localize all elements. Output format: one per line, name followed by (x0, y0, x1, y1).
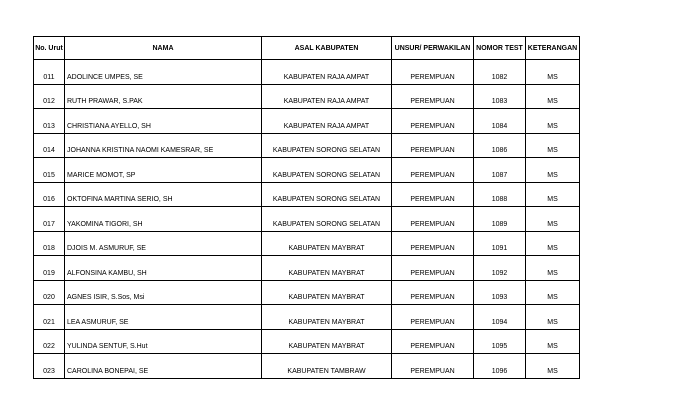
table-row (34, 256, 580, 281)
cell-nama: ALFONSINA KAMBU, SH (65, 256, 262, 281)
cell-no-urut: 012 (34, 84, 65, 109)
cell-nomor-test: 1095 (474, 329, 526, 354)
cell-asal-kabupaten: KABUPATEN MAYBRAT (262, 329, 392, 354)
cell-keterangan: MS (526, 158, 580, 183)
header-no-urut: No. Urut (34, 37, 65, 60)
cell-no-urut: 020 (34, 280, 65, 305)
cell-no-urut: 014 (34, 133, 65, 158)
cell-asal-kabupaten: KABUPATEN SORONG SELATAN (262, 182, 392, 207)
table-row (34, 109, 580, 134)
cell-keterangan: MS (526, 354, 580, 379)
cell-nama: CAROLINA BONEPAI, SE (65, 354, 262, 379)
table-row (34, 84, 580, 109)
table-row (34, 280, 580, 305)
cell-nomor-test: 1094 (474, 305, 526, 330)
cell-keterangan: MS (526, 329, 580, 354)
cell-unsur-perwakilan: PEREMPUAN (392, 280, 474, 305)
cell-keterangan: MS (526, 207, 580, 232)
cell-unsur-perwakilan: PEREMPUAN (392, 305, 474, 330)
table-body (34, 60, 580, 379)
cell-unsur-perwakilan: PEREMPUAN (392, 158, 474, 183)
cell-nama: LEA ASMURUF, SE (65, 305, 262, 330)
cell-nama: AGNES ISIR, S.Sos, Msi (65, 280, 262, 305)
cell-nama: RUTH PRAWAR, S.PAK (65, 84, 262, 109)
header-nama: NAMA (65, 37, 262, 60)
cell-nama: YAKOMINA TIGORI, SH (65, 207, 262, 232)
cell-unsur-perwakilan: PEREMPUAN (392, 109, 474, 134)
cell-no-urut: 021 (34, 305, 65, 330)
cell-nama: CHRISTIANA AYELLO, SH (65, 109, 262, 134)
cell-unsur-perwakilan: PEREMPUAN (392, 60, 474, 85)
cell-nomor-test: 1096 (474, 354, 526, 379)
cell-no-urut: 018 (34, 231, 65, 256)
table-row (34, 133, 580, 158)
cell-keterangan: MS (526, 60, 580, 85)
cell-asal-kabupaten: KABUPATEN SORONG SELATAN (262, 133, 392, 158)
cell-nomor-test: 1082 (474, 60, 526, 85)
cell-unsur-perwakilan: PEREMPUAN (392, 256, 474, 281)
cell-no-urut: 023 (34, 354, 65, 379)
table-row (34, 182, 580, 207)
cell-asal-kabupaten: KABUPATEN SORONG SELATAN (262, 158, 392, 183)
cell-nama: JOHANNA KRISTINA NAOMI KAMESRAR, SE (65, 133, 262, 158)
cell-keterangan: MS (526, 84, 580, 109)
header-nomor-test: NOMOR TEST (474, 37, 526, 60)
table-row (34, 354, 580, 379)
cell-asal-kabupaten: KABUPATEN MAYBRAT (262, 305, 392, 330)
cell-nomor-test: 1086 (474, 133, 526, 158)
cell-unsur-perwakilan: PEREMPUAN (392, 182, 474, 207)
cell-asal-kabupaten: KABUPATEN MAYBRAT (262, 280, 392, 305)
cell-nomor-test: 1091 (474, 231, 526, 256)
cell-nomor-test: 1083 (474, 84, 526, 109)
cell-no-urut: 011 (34, 60, 65, 85)
cell-keterangan: MS (526, 305, 580, 330)
table-row (34, 231, 580, 256)
table-row (34, 60, 580, 85)
cell-keterangan: MS (526, 182, 580, 207)
participants-table (33, 36, 580, 379)
cell-asal-kabupaten: KABUPATEN RAJA AMPAT (262, 109, 392, 134)
table-row (34, 158, 580, 183)
header-row (34, 37, 580, 60)
cell-nomor-test: 1087 (474, 158, 526, 183)
cell-unsur-perwakilan: PEREMPUAN (392, 84, 474, 109)
cell-unsur-perwakilan: PEREMPUAN (392, 133, 474, 158)
cell-nomor-test: 1089 (474, 207, 526, 232)
cell-asal-kabupaten: KABUPATEN RAJA AMPAT (262, 60, 392, 85)
cell-keterangan: MS (526, 256, 580, 281)
table-row (34, 207, 580, 232)
cell-nomor-test: 1084 (474, 109, 526, 134)
cell-nomor-test: 1088 (474, 182, 526, 207)
cell-unsur-perwakilan: PEREMPUAN (392, 231, 474, 256)
cell-nomor-test: 1092 (474, 256, 526, 281)
cell-nama: MARICE MOMOT, SP (65, 158, 262, 183)
cell-nama: OKTOFINA MARTINA SERIO, SH (65, 182, 262, 207)
table-row (34, 329, 580, 354)
cell-asal-kabupaten: KABUPATEN MAYBRAT (262, 256, 392, 281)
cell-asal-kabupaten: KABUPATEN SORONG SELATAN (262, 207, 392, 232)
cell-no-urut: 013 (34, 109, 65, 134)
cell-no-urut: 017 (34, 207, 65, 232)
cell-no-urut: 015 (34, 158, 65, 183)
cell-no-urut: 016 (34, 182, 65, 207)
cell-nomor-test: 1093 (474, 280, 526, 305)
cell-asal-kabupaten: KABUPATEN TAMBRAW (262, 354, 392, 379)
header-asal-kabupaten: ASAL KABUPATEN (262, 37, 392, 60)
header-keterangan: KETERANGAN (526, 37, 580, 60)
cell-keterangan: MS (526, 133, 580, 158)
cell-unsur-perwakilan: PEREMPUAN (392, 329, 474, 354)
cell-keterangan: MS (526, 231, 580, 256)
cell-asal-kabupaten: KABUPATEN RAJA AMPAT (262, 84, 392, 109)
cell-keterangan: MS (526, 109, 580, 134)
cell-nama: YULINDA SENTUF, S.Hut (65, 329, 262, 354)
cell-nama: DJOIS M. ASMURUF, SE (65, 231, 262, 256)
cell-no-urut: 022 (34, 329, 65, 354)
cell-nama: ADOLINCE UMPES, SE (65, 60, 262, 85)
cell-unsur-perwakilan: PEREMPUAN (392, 207, 474, 232)
cell-asal-kabupaten: KABUPATEN MAYBRAT (262, 231, 392, 256)
table-row (34, 305, 580, 330)
header-unsur-perwakilan: UNSUR/ PERWAKILAN (392, 37, 474, 60)
cell-unsur-perwakilan: PEREMPUAN (392, 354, 474, 379)
cell-keterangan: MS (526, 280, 580, 305)
cell-no-urut: 019 (34, 256, 65, 281)
